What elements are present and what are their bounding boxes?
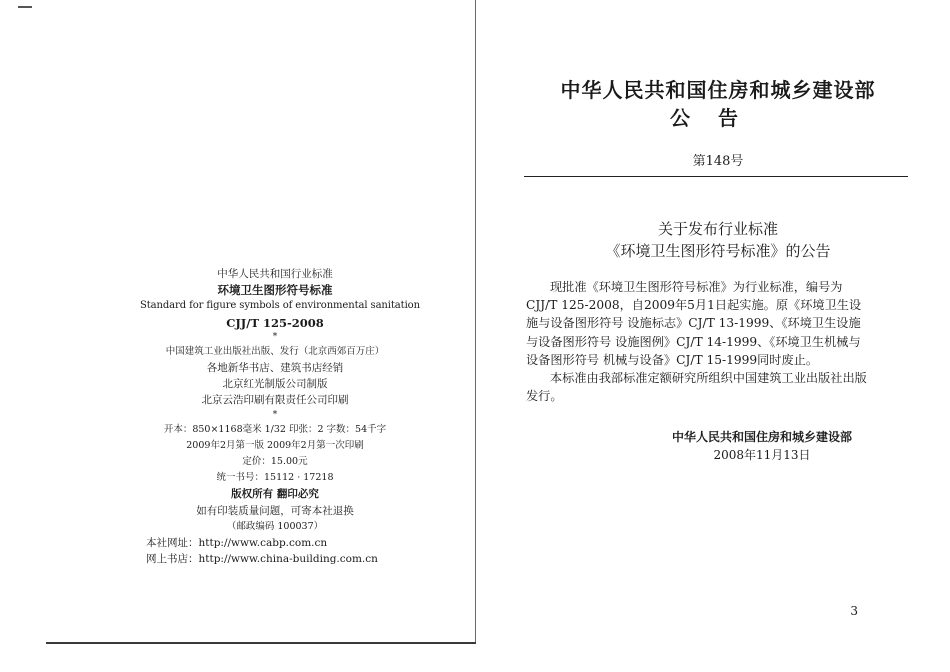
imprint-colophon (140, 266, 420, 567)
imprint-postal-code: （邮政编码 100037） (226, 520, 324, 532)
notice-body (526, 278, 906, 405)
issue-date: 2008年11月13日 (713, 448, 811, 462)
page-bottom-rule (46, 642, 476, 644)
ministry-title: 中华人民共和国住房和城乡建设部 (560, 78, 876, 102)
notice-subject-line-1: 关于发布行业标准 (657, 220, 778, 238)
body-line-2: CJJ/T 125-2008，自2009年5月1日起实施。原《环境卫生设 (526, 298, 862, 313)
imprint-return-notice: 如有印装质量问题，可寄本社退换 (196, 504, 354, 517)
imprint-bookstore: 网上书店：http://www.china-building.com.cn (146, 553, 378, 566)
imprint-series: 中华人民共和国行业标准 (217, 268, 333, 280)
imprint-edition-info: 2009年2月第一版 2009年2月第一次印刷 (186, 439, 364, 451)
notice-heading: 公告 (670, 106, 766, 130)
right-page (476, 0, 950, 672)
body-p2-line-1: 本标准由我部标准定额研究所组织中国建筑工业出版社出版 (550, 371, 867, 386)
imprint-code: CJJ/T 125-2008 (226, 315, 324, 330)
body-line-3: 施与设备图形符号 设施标志》CJ/T 13-1999、《环境卫生设施 (526, 316, 861, 331)
imprint-distributors: 各地新华书店、建筑书店经销 (206, 362, 344, 375)
body-p2-line-2: 发行。 (526, 389, 563, 404)
imprint-separator-1: * (272, 331, 278, 342)
imprint-copyright: 版权所有 翻印必究 (231, 488, 319, 501)
imprint-typesetter: 北京红光制版公司制版 (222, 378, 328, 391)
imprint-title-cn: 环境卫生图形符号标准 (217, 283, 333, 298)
header-rule (524, 176, 908, 177)
imprint-separator-2: * (272, 409, 278, 420)
imprint-publisher: 中国建筑工业出版社出版、发行（北京西郊百万庄） (165, 345, 385, 357)
imprint-format-info: 开本：850×1168毫米 1/32 印张：2 字数：54千字 (163, 423, 387, 435)
body-line-5: 设备图形符号 机械与设备》CJ/T 15-1999同时废止。 (526, 352, 819, 367)
imprint-book-number: 统一书号：15112 · 17218 (216, 472, 334, 484)
imprint-printer: 北京云浩印刷有限责任公司印刷 (201, 394, 349, 407)
notice-number: 第148号 (692, 154, 744, 169)
body-line-4: 与设备图形符号 设施图例》CJ/T 14-1999、《环境卫生机械与 (526, 334, 861, 349)
issuer-signature: 中华人民共和国住房和城乡建设部 (671, 430, 852, 444)
body-line-1: 现批准《环境卫生图形符号标准》为行业标准，编号为 (550, 280, 843, 294)
notice-subject-line-2: 《环境卫生图形符号标准》的公告 (605, 242, 831, 260)
imprint-price: 定价：15.00元 (242, 456, 308, 468)
imprint-title-en: Standard for figure symbols of environmental sanitation (140, 300, 420, 312)
page-number: 3 (850, 604, 858, 618)
notice-subject (538, 218, 898, 262)
imprint-website: 本社网址：http://www.cabp.com.cn (146, 537, 328, 550)
